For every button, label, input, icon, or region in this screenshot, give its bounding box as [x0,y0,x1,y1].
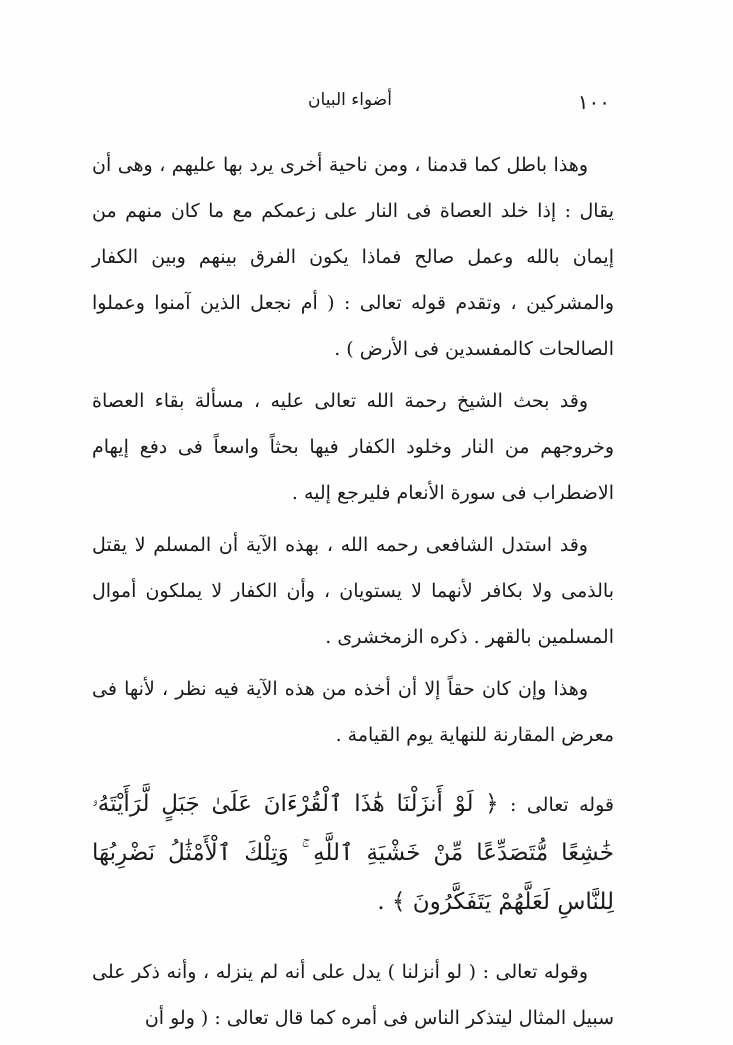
page-header [90,88,610,122]
quran-verse: ﴿ لَوْ أَنزَلْنَا هَٰذَا ٱلْقُرْءَانَ عَلَىٰ جَبَلٍ لَّرَأَيْتَهُۥ خَٰشِعًا مُّتَصَدِّعًا مِّنْ خَشْيَةِ ٱللَّهِ ۚ وَتِلْكَ ٱلْأَمْثَٰلُ نَضْرِبُهَا لِلنَّاسِ لَعَلَّهُمْ يَتَفَكَّرُونَ ﴾ . [92,791,614,915]
closing-paragraph: وقوله تعالى : ( لو أنزلنا ) يدل على أنه لم ينزله ، وأنه ذكر على سبيل المثال ليتذكر الناس فى أمره كما قال تعالى : ( ولو أن [92,961,614,1029]
paragraph-4: وهذا وإن كان حقاً إلا أن أخذه من هذه الآية فيه نظر ، لأنها فى معرض المقارنة للنهاية يوم القيامة . [92,678,614,746]
running-title: أضواء البيان [308,90,392,110]
paragraph-1: وهذا باطل كما قدمنا ، ومن ناحية أخرى يرد بها عليهم ، وهى أن يقال : إذا خلد العصاة فى النار على زعمكم مع ما كان منهم من إيمان بالله وعمل صالح فماذا يكون الفرق بينهم وبين الكفار والمشركين ، وتقدم قوله تعالى : ( أم نجعل الذين آمنوا وعملوا الصالحات كالمفسدين فى الأرض ) . [92,154,614,360]
paragraph-3: وقد استدل الشافعى رحمه الله ، بهذه الآية أن المسلم لا يقتل بالذمى ولا بكافر لأنهما لا يستويان ، وأن الكفار لا يملكون أموال المسلمين بالقهر . ذكره الزمخشرى . [92,534,614,648]
page-body [92,142,614,1045]
quran-label: قوله تعالى : [510,794,614,816]
page-number: ١٠٠ [577,90,610,114]
paragraph-2: وقد بحث الشيخ رحمة الله تعالى عليه ، مسألة بقاء العصاة وخروجهم من النار وخلود الكفار فيها بحثاً واسعاً فى دفع إيهام الاضطراب فى سورة الأنعام فليرجع إليه . [92,390,614,504]
quran-verse-block [92,780,614,927]
